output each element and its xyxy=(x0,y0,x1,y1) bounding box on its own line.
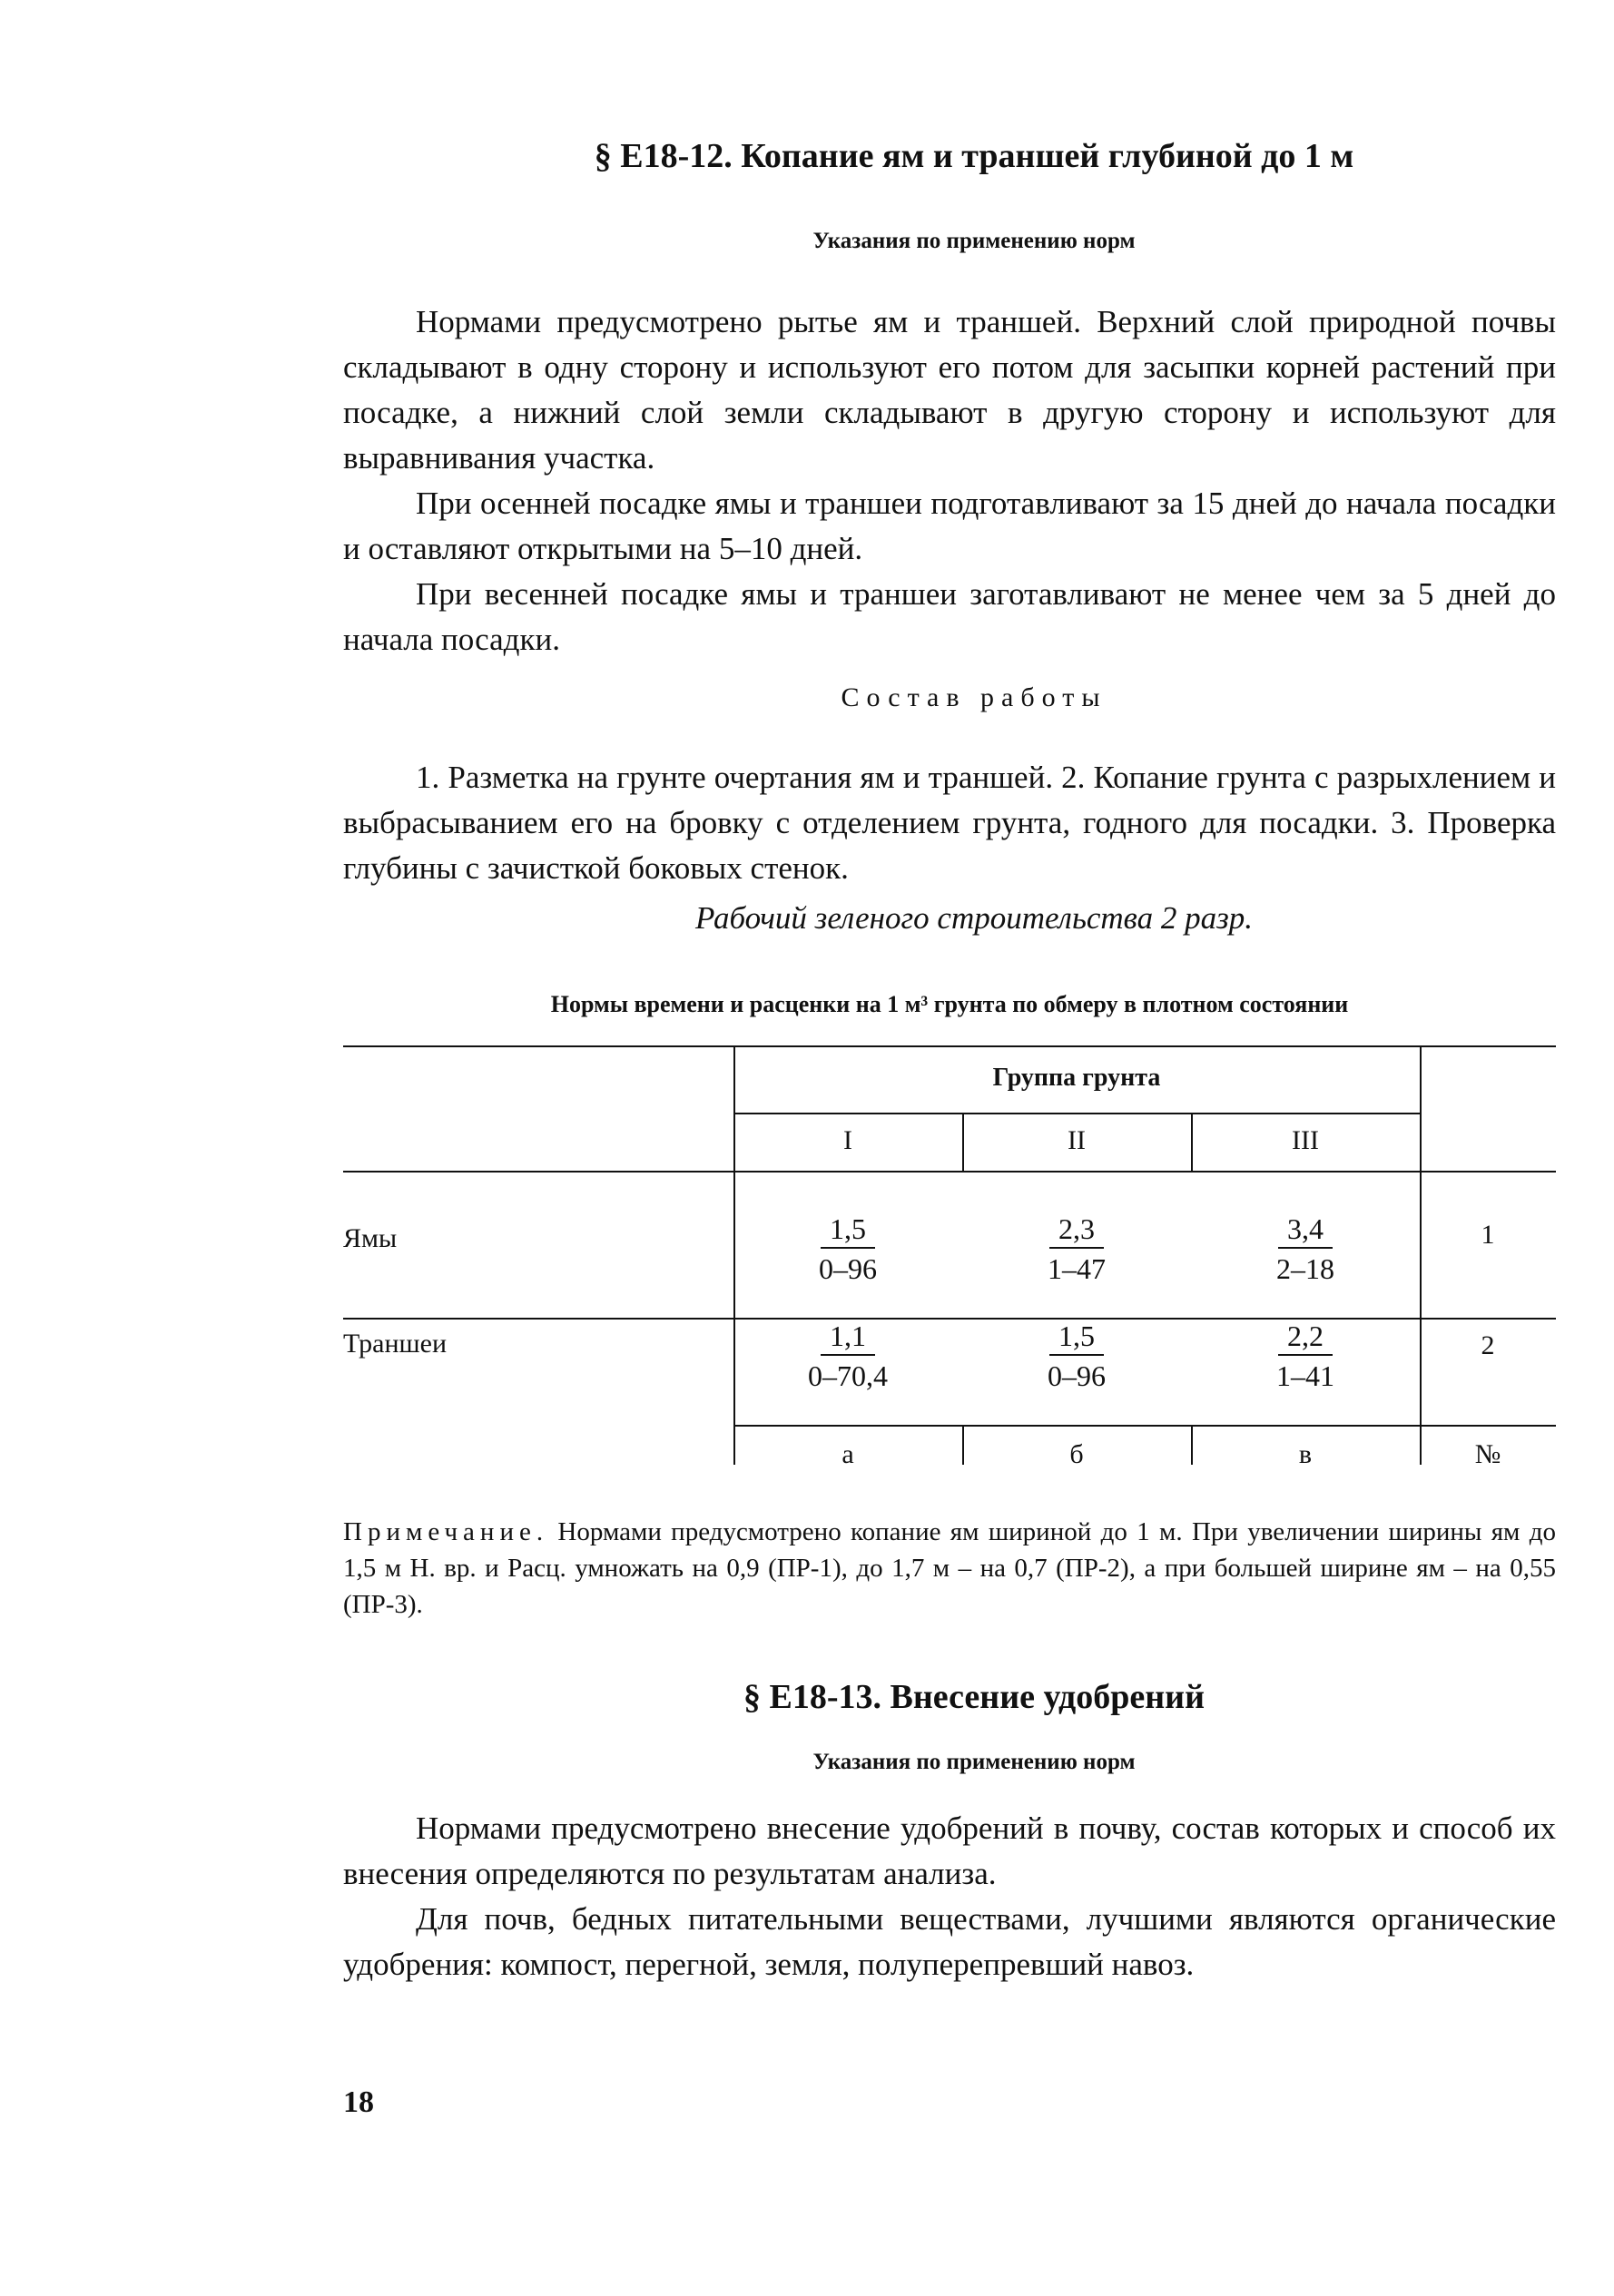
paragraph: Нормами предусмотрено внесение удобрений в почву, состав которых и способ их внесения определяются по результатам анализа. xyxy=(343,1810,1556,1891)
price-rate: 1–41 xyxy=(1276,1359,1334,1392)
price-rate: 0–96 xyxy=(1048,1359,1106,1392)
row-label: Ямы xyxy=(343,1223,398,1253)
time-norm: 1,1 xyxy=(821,1318,875,1356)
section-subtitle: Указания по применению норм xyxy=(812,229,1136,253)
work-composition xyxy=(343,755,1556,891)
worker-caption: Рабочий зеленого строительства 2 разр. xyxy=(694,900,1254,936)
table-note xyxy=(343,1514,1556,1623)
time-norm: 1,5 xyxy=(821,1211,875,1249)
paragraph: Нормами предусмотрено рытье ям и траншей. Верхний слой природной почвы складывают в одну сторону и используют его потом для засыпки корней растений при посадке, а нижний слой земли складывают в другую сторону и используют для выравнивания участка. xyxy=(343,304,1556,476)
time-norm: 1,5 xyxy=(1049,1318,1104,1356)
table-column-divider xyxy=(733,1045,735,1465)
page-number: 18 xyxy=(343,2085,374,2119)
column-letter: а xyxy=(841,1439,854,1469)
table-cell xyxy=(1215,1318,1396,1396)
paragraph: При весенней посадке ямы и траншеи заготавливают не менее чем за 5 дней до начала посадки. xyxy=(343,576,1556,657)
paragraph: Для почв, бедных питательными веществами, лучшими являются органические удобрения: компост, перегной, земля, полуперепревший навоз. xyxy=(343,1901,1556,1982)
price-rate: 2–18 xyxy=(1276,1252,1334,1285)
price-rate: 0–70,4 xyxy=(808,1359,888,1392)
footer-rule xyxy=(733,1425,1556,1427)
column-letter: в xyxy=(1298,1439,1313,1469)
table-top-rule xyxy=(343,1045,1556,1047)
table-cell xyxy=(1215,1211,1396,1289)
table-column-divider xyxy=(1420,1045,1422,1465)
section-title: § Е18-13. Внесение удобрений xyxy=(743,1678,1205,1716)
header-bottom-rule xyxy=(343,1171,1556,1173)
row-number: 1 xyxy=(1481,1220,1495,1250)
column-header: II xyxy=(1068,1125,1086,1155)
time-norm: 2,2 xyxy=(1278,1318,1333,1356)
note-text: Нормами предусмотрено копание ям шириной до 1 м. При увеличении ширины ям до 1,5 м Н. вр. и Расц. умножать на 0,9 (ПР-1), до 1,7 м – на 0,7 (ПР-2), а при большей ширине ям – на 0,55 (ПР-3). xyxy=(343,1517,1556,1619)
table-cell xyxy=(757,1211,939,1289)
table-cell xyxy=(986,1318,1167,1396)
section-body xyxy=(343,299,1556,662)
column-header: III xyxy=(1292,1125,1319,1155)
section-subtitle: Указания по применению норм xyxy=(812,1750,1136,1774)
table-title: Нормы времени и расценки на 1 м³ грунта по обмеру в плотном состоянии xyxy=(550,991,1349,1017)
time-norm: 2,3 xyxy=(1049,1211,1104,1249)
column-header: I xyxy=(843,1125,852,1155)
row-label: Траншеи xyxy=(343,1329,448,1359)
work-heading: Состав работы xyxy=(841,682,1107,712)
group-header: Группа грунта xyxy=(992,1064,1161,1092)
price-rate: 0–96 xyxy=(819,1252,877,1285)
section-title: § Е18-12. Копание ям и траншей глубиной до 1 м xyxy=(594,137,1354,175)
paragraph: При осенней посадке ямы и траншеи подготавливают за 15 дней до начала посадки и оставляют открытыми на 5–10 дней. xyxy=(343,486,1556,566)
column-letter: б xyxy=(1069,1439,1084,1469)
price-rate: 1–47 xyxy=(1048,1252,1106,1285)
number-header: № xyxy=(1474,1439,1501,1469)
time-norm: 3,4 xyxy=(1278,1211,1333,1249)
paragraph: 1. Разметка на грунте очертания ям и траншей. 2. Копание грунта с разрыхлением и выбрасыванием его на бровку с отделением грунта, годного для посадки. 3. Проверка глубины с зачисткой боковых стенок. xyxy=(343,760,1556,886)
row-number: 2 xyxy=(1481,1330,1495,1360)
table-cell xyxy=(986,1211,1167,1289)
group-header-rule xyxy=(733,1113,1420,1114)
section-body xyxy=(343,1806,1556,1987)
note-label: Примечание. xyxy=(343,1517,549,1546)
table-cell xyxy=(757,1318,939,1396)
